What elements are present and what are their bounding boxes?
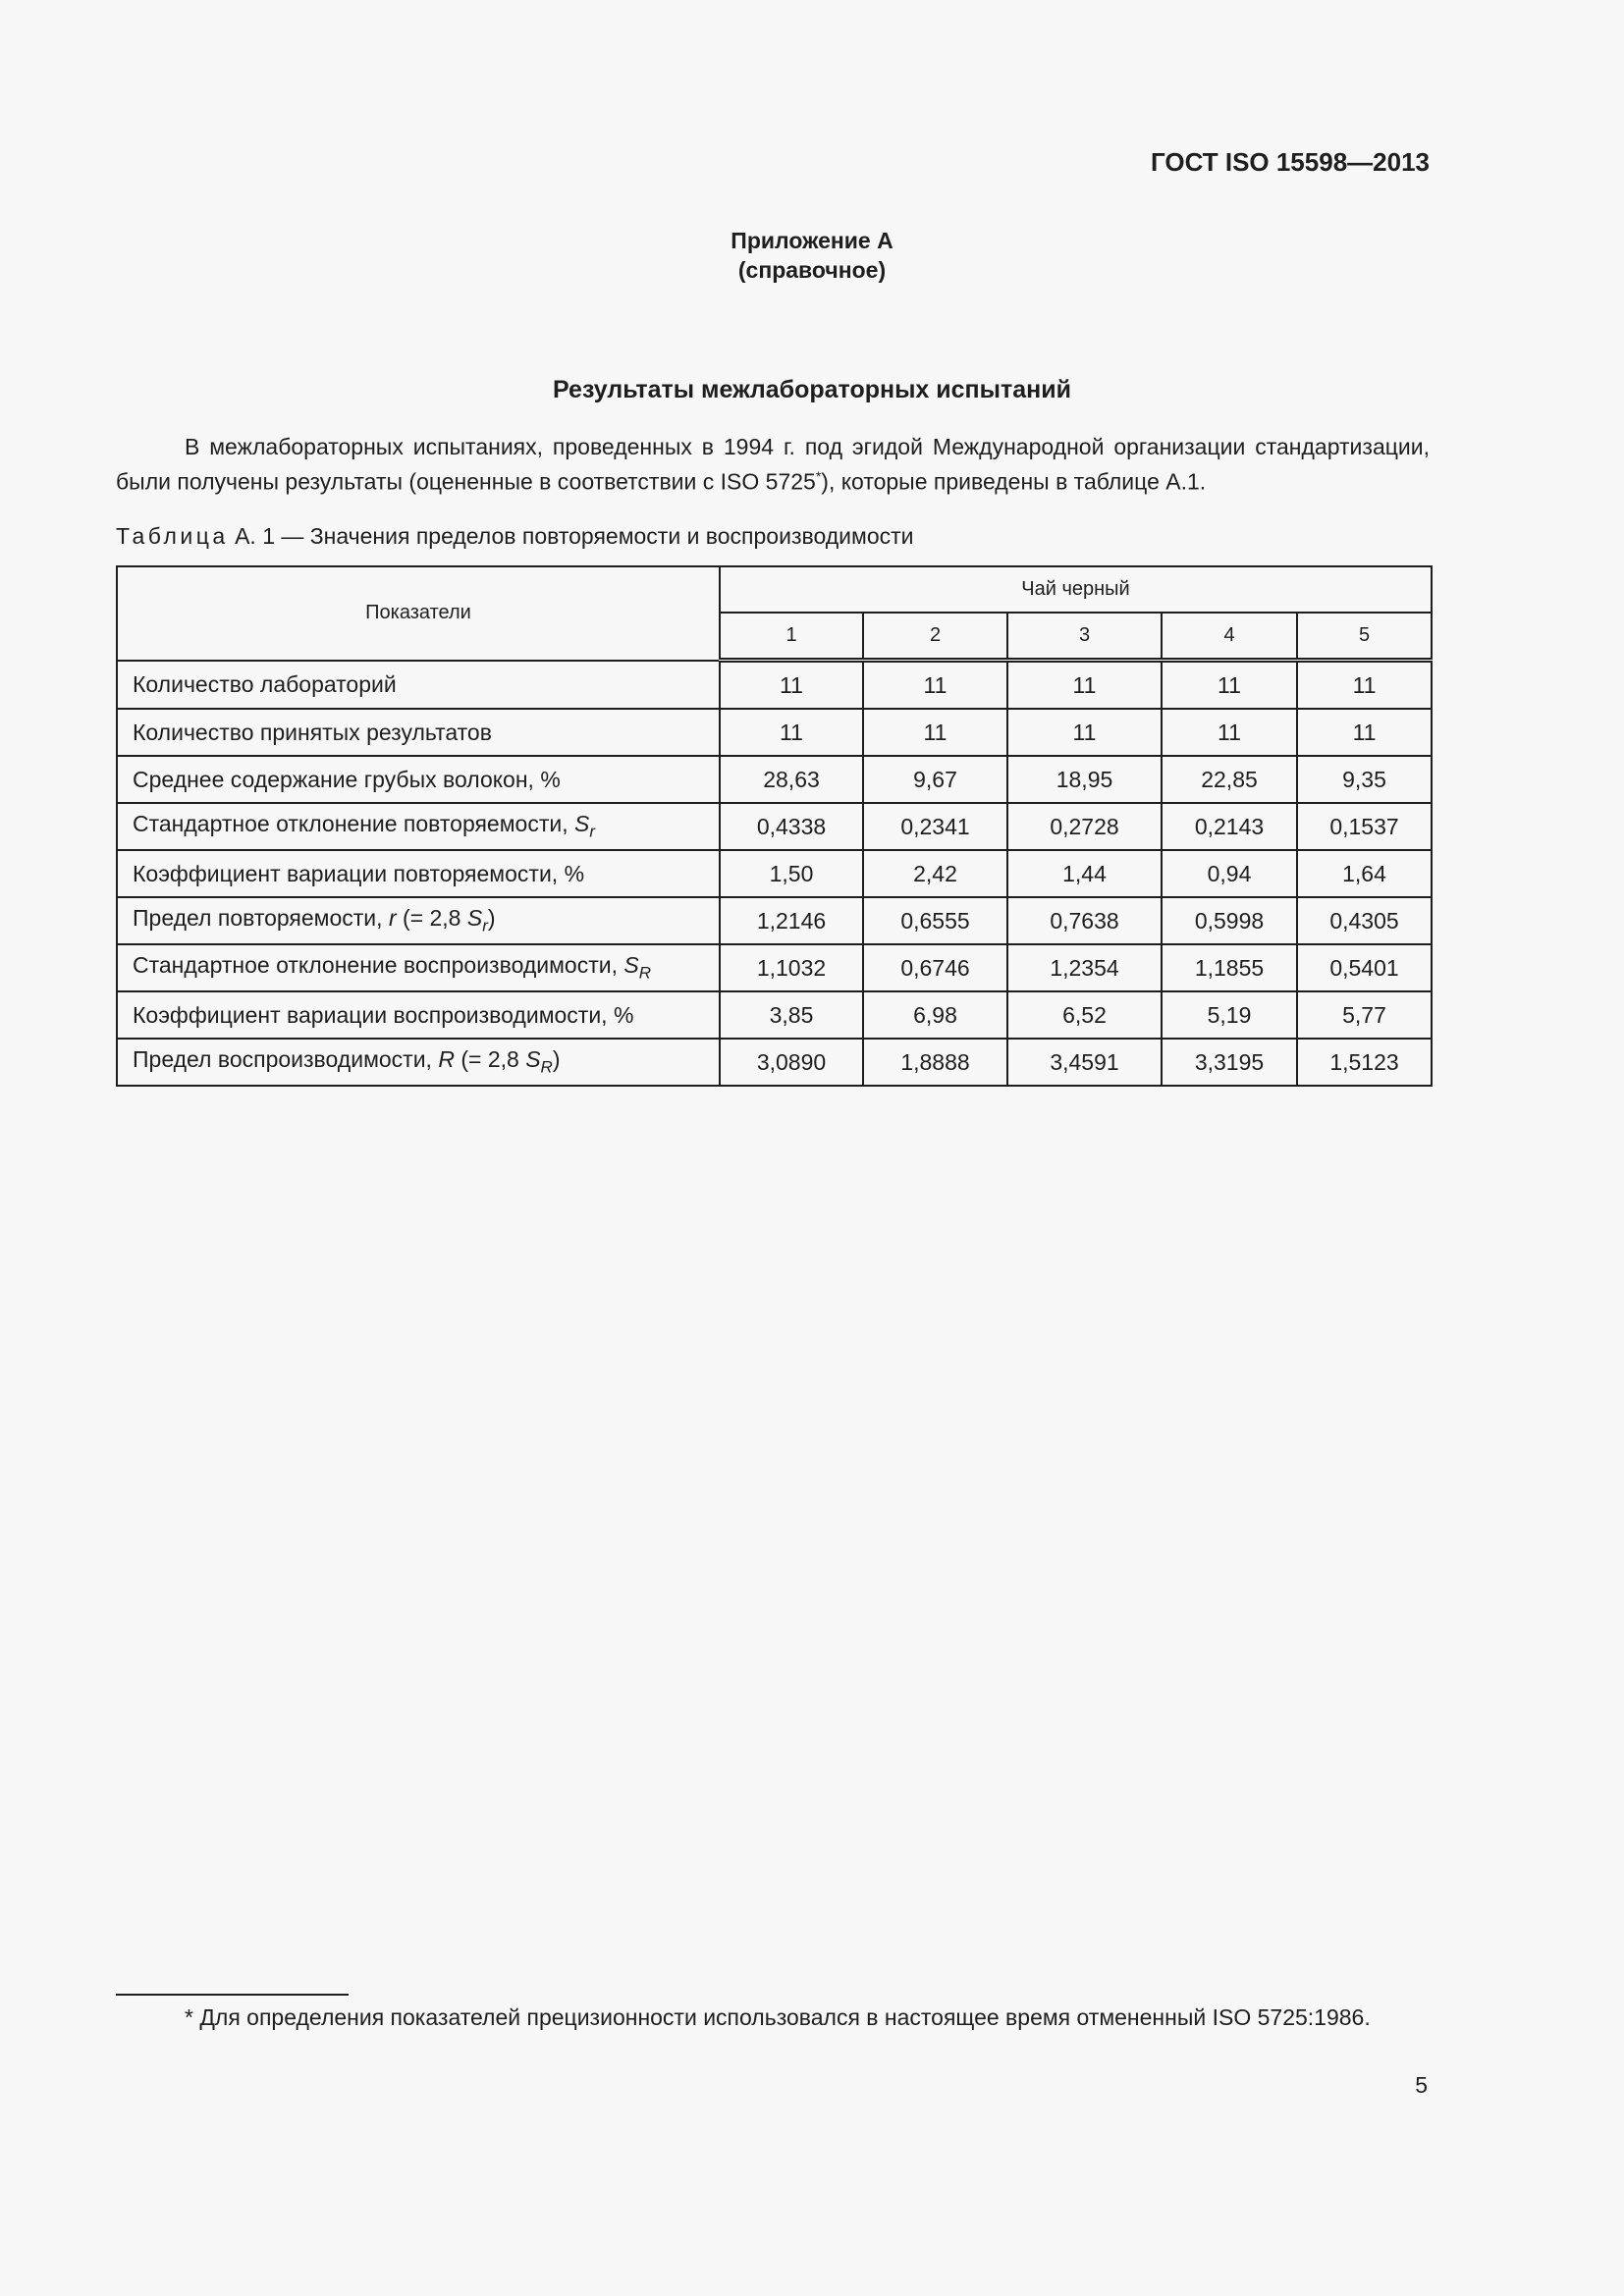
table-row xyxy=(117,709,1432,756)
cell-value: 11 xyxy=(863,661,1007,710)
cell-value: 0,2143 xyxy=(1162,803,1297,850)
cell-value: 0,4338 xyxy=(720,803,863,850)
cell-value: 1,44 xyxy=(1007,850,1162,897)
symbol: R xyxy=(438,1046,455,1073)
cell-value: 0,5401 xyxy=(1297,944,1432,991)
row-label xyxy=(117,803,720,850)
formula-text: (= 2,8 xyxy=(396,905,467,932)
annex-title: Приложение А xyxy=(731,228,893,253)
formula-close: ) xyxy=(552,1046,561,1073)
cell-value: 11 xyxy=(1007,709,1162,756)
cell-value: 0,4305 xyxy=(1297,897,1432,944)
formula-text: (= 2,8 xyxy=(454,1046,526,1073)
symbol-subscript: R xyxy=(540,1057,553,1077)
cell-value: 1,1855 xyxy=(1162,944,1297,991)
sample-header: 2 xyxy=(863,613,1007,661)
cell-value: 9,67 xyxy=(863,756,1007,803)
cell-value: 3,3195 xyxy=(1162,1039,1297,1086)
table-row xyxy=(117,944,1432,991)
row-label xyxy=(117,1039,720,1086)
cell-value: 28,63 xyxy=(720,756,863,803)
footnote-marker: * xyxy=(815,468,822,484)
cell-value: 3,4591 xyxy=(1007,1039,1162,1086)
page-number: 5 xyxy=(1415,2072,1428,2098)
symbol: S xyxy=(525,1046,541,1073)
symbol-subscript: r xyxy=(589,822,596,841)
cell-value: 1,2146 xyxy=(720,897,863,944)
annex-type: (справочное) xyxy=(737,257,887,283)
cell-value: 0,94 xyxy=(1162,850,1297,897)
symbol: S xyxy=(574,811,590,837)
table-row xyxy=(117,897,1432,944)
cell-value: 0,1537 xyxy=(1297,803,1432,850)
cell-value: 1,1032 xyxy=(720,944,863,991)
intro-text-2: ), которые приведены в таблице А.1. xyxy=(821,468,1207,495)
cell-value: 11 xyxy=(1162,661,1297,710)
metric-header: Показатели xyxy=(117,566,720,661)
row-label: Коэффициент вариации воспроизводимости, % xyxy=(117,991,720,1039)
footnote-separator xyxy=(116,1994,349,1996)
symbol: S xyxy=(466,905,483,932)
cell-value: 0,2341 xyxy=(863,803,1007,850)
formula-close: ) xyxy=(487,905,496,932)
cell-value: 11 xyxy=(1297,661,1432,710)
section-title: Результаты межлабораторных испытаний xyxy=(552,376,1071,403)
cell-value: 11 xyxy=(720,709,863,756)
table-row xyxy=(117,803,1432,850)
cell-value: 3,0890 xyxy=(720,1039,863,1086)
table-caption-number: А. 1 xyxy=(228,523,275,549)
cell-value: 5,19 xyxy=(1162,991,1297,1039)
intro-paragraph xyxy=(116,432,1430,497)
sample-header: 5 xyxy=(1297,613,1432,661)
symbol: S xyxy=(623,952,639,979)
precision-table xyxy=(116,565,1433,1087)
cell-value: 1,64 xyxy=(1297,850,1432,897)
group-header: Чай черный xyxy=(720,566,1432,613)
table-caption xyxy=(116,523,914,550)
table-row xyxy=(117,850,1432,897)
intro-text-1: В межлабораторных испытаниях, проведенных в 1994 г. под эгидой Международной организации стандартизации, были получены результаты (оцененные в соответствии с ISO 5725 xyxy=(116,434,1430,495)
row-label-text: Предел повторяемости, xyxy=(133,905,389,932)
row-label xyxy=(117,944,720,991)
cell-value: 0,6555 xyxy=(863,897,1007,944)
cell-value: 11 xyxy=(720,661,863,710)
cell-value: 22,85 xyxy=(1162,756,1297,803)
row-label-text: Стандартное отклонение воспроизводимости, xyxy=(133,952,624,979)
cell-value: 11 xyxy=(1297,709,1432,756)
cell-value: 18,95 xyxy=(1007,756,1162,803)
table-caption-title: — Значения пределов повторяемости и воспроизводимости xyxy=(275,523,914,549)
cell-value: 6,98 xyxy=(863,991,1007,1039)
row-label: Среднее содержание грубых волокон, % xyxy=(117,756,720,803)
sample-header: 1 xyxy=(720,613,863,661)
footnote: * Для определения показателей прецизионности использовался в настоящее время отмененный ISO 5725:1986. xyxy=(185,2004,1371,2030)
cell-value: 0,6746 xyxy=(863,944,1007,991)
cell-value: 5,77 xyxy=(1297,991,1432,1039)
table-row xyxy=(117,756,1432,803)
cell-value: 9,35 xyxy=(1297,756,1432,803)
row-label: Количество принятых результатов xyxy=(117,709,720,756)
table-row xyxy=(117,661,1432,710)
cell-value: 11 xyxy=(1007,661,1162,710)
cell-value: 0,7638 xyxy=(1007,897,1162,944)
cell-value: 6,52 xyxy=(1007,991,1162,1039)
row-label-text: Стандартное отклонение повторяемости, xyxy=(133,811,574,837)
cell-value: 1,5123 xyxy=(1297,1039,1432,1086)
row-label: Количество лабораторий xyxy=(117,661,720,710)
cell-value: 11 xyxy=(1162,709,1297,756)
symbol: r xyxy=(388,905,397,932)
cell-value: 0,5998 xyxy=(1162,897,1297,944)
cell-value: 3,85 xyxy=(720,991,863,1039)
row-label-text: Предел воспроизводимости, xyxy=(133,1046,439,1073)
sample-header: 3 xyxy=(1007,613,1162,661)
table-caption-label: Таблица xyxy=(116,523,229,549)
cell-value: 1,50 xyxy=(720,850,863,897)
cell-value: 1,2354 xyxy=(1007,944,1162,991)
row-label xyxy=(117,897,720,944)
symbol-subscript: R xyxy=(638,963,652,983)
sample-header: 4 xyxy=(1162,613,1297,661)
table-row xyxy=(117,1039,1432,1086)
table-row xyxy=(117,991,1432,1039)
cell-value: 2,42 xyxy=(863,850,1007,897)
cell-value: 1,8888 xyxy=(863,1039,1007,1086)
cell-value: 0,2728 xyxy=(1007,803,1162,850)
symbol-subscript: r xyxy=(482,916,488,935)
row-label: Коэффициент вариации повторяемости, % xyxy=(117,850,720,897)
annex-heading xyxy=(0,226,1624,285)
standard-designation: ГОСТ ISO 15598—2013 xyxy=(1150,147,1430,177)
cell-value: 11 xyxy=(863,709,1007,756)
